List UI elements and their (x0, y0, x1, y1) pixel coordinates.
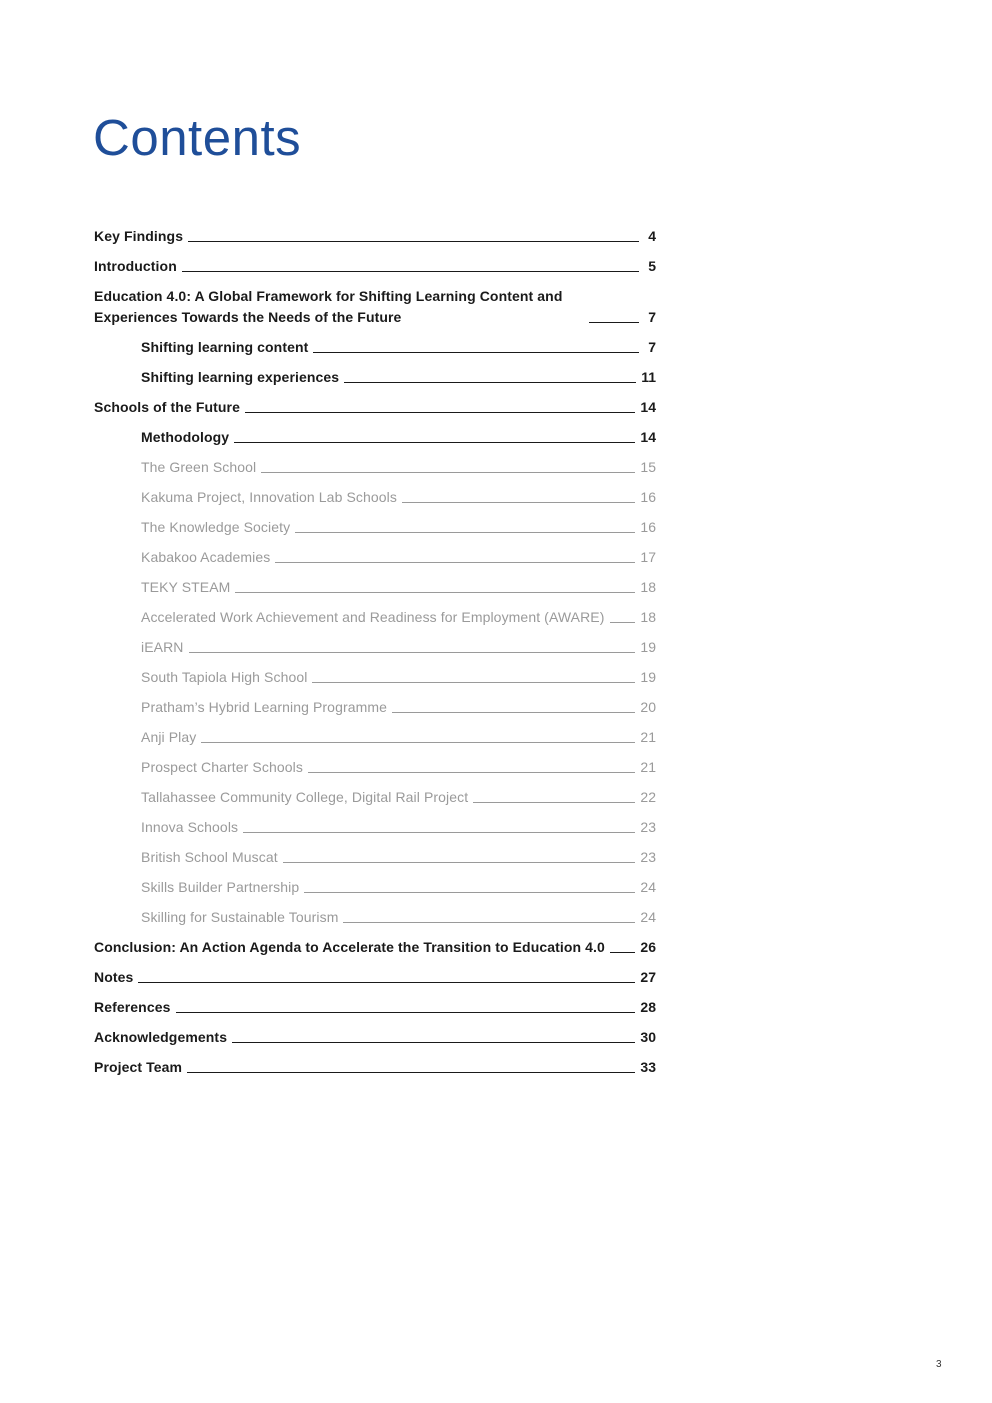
toc-entry-page-number: 33 (640, 1059, 656, 1075)
toc-entry[interactable] (94, 1027, 656, 1048)
toc-entry[interactable] (94, 967, 656, 988)
toc-entry[interactable] (94, 697, 656, 718)
toc-entry[interactable] (94, 787, 656, 808)
toc-entry[interactable] (94, 577, 656, 598)
toc-entry-page-number: 23 (640, 849, 656, 865)
toc-leader-line (589, 322, 639, 323)
toc-entry[interactable] (94, 907, 656, 928)
toc-leader-line (138, 982, 635, 983)
toc-entry-page-number: 27 (640, 969, 656, 985)
toc-entry-label: Schools of the Future (94, 399, 240, 415)
toc-entry-label: Kakuma Project, Innovation Lab Schools (141, 489, 397, 505)
toc-leader-line (610, 952, 635, 953)
toc-entry[interactable] (94, 517, 656, 538)
toc-leader-line (188, 241, 639, 242)
toc-entry-page-number: 20 (640, 699, 656, 715)
toc-leader-line (243, 832, 635, 833)
toc-entry-label: Pratham’s Hybrid Learning Programme (141, 699, 388, 715)
toc-entry-page-number: 7 (648, 339, 656, 355)
toc-entry[interactable] (94, 997, 656, 1018)
toc-leader-line (392, 712, 635, 713)
toc-entry[interactable] (94, 367, 656, 388)
toc-leader-line (261, 472, 635, 473)
toc-entry-page-number: 24 (640, 909, 656, 925)
toc-leader-line (473, 802, 635, 803)
toc-entry-label: TEKY STEAM (141, 579, 231, 595)
toc-entry-page-number: 22 (640, 789, 656, 805)
toc-entry[interactable] (94, 937, 656, 958)
toc-entry-page-number: 24 (640, 879, 656, 895)
toc-entry-page-number: 19 (640, 639, 656, 655)
toc-entry-label: Kabakoo Academies (141, 549, 271, 565)
toc-leader-line (343, 922, 635, 923)
toc-entry[interactable] (94, 637, 656, 658)
toc-entry-page-number: 30 (640, 1029, 656, 1045)
toc-entry-label: Key Findings (94, 228, 184, 244)
toc-entry-page-number: 11 (641, 369, 656, 385)
toc-leader-line (275, 562, 635, 563)
toc-leader-line (176, 1012, 636, 1013)
toc-entry-label: Conclusion: An Action Agenda to Accelerate the Transition to Education 4.0 (94, 939, 605, 955)
toc-entry-label: Accelerated Work Achievement and Readiness for Employment (AWARE) (141, 609, 605, 625)
toc-entry-label: Methodology (141, 429, 230, 445)
toc-leader-line (201, 742, 635, 743)
toc-entry-label: Introduction (94, 258, 177, 274)
toc-entry-page-number: 14 (640, 399, 656, 415)
toc-entry-label: British School Muscat (141, 849, 278, 865)
toc-entry-page-number: 15 (640, 459, 656, 475)
toc-entry[interactable] (94, 457, 656, 478)
toc-entry[interactable] (94, 757, 656, 778)
toc-entry-label: Tallahassee Community College, Digital Rail Project (141, 789, 469, 805)
toc-entry-page-number: 21 (640, 759, 656, 775)
toc-entry[interactable] (94, 286, 656, 328)
toc-leader-line (245, 412, 635, 413)
toc-entry-page-number: 14 (640, 429, 656, 445)
toc-entry[interactable] (94, 1057, 656, 1078)
toc-entry-label: Prospect Charter Schools (141, 759, 303, 775)
toc-entry[interactable] (94, 427, 656, 448)
toc-leader-line (182, 271, 639, 272)
toc-entry-label: The Green School (141, 459, 257, 475)
page-number: 3 (936, 1359, 942, 1370)
toc-entry-label: iEARN (141, 639, 184, 655)
toc-entry-label: Shifting learning content (141, 339, 309, 355)
toc-entry-label: Skills Builder Partnership (141, 879, 300, 895)
toc-leader-line (313, 352, 639, 353)
toc-leader-line (232, 1042, 635, 1043)
toc-entry-page-number: 26 (640, 939, 656, 955)
toc-entry-page-number: 19 (640, 669, 656, 685)
toc-entry-page-number: 16 (640, 519, 656, 535)
toc-entry-label: References (94, 999, 171, 1015)
toc-entry[interactable] (94, 667, 656, 688)
toc-entry-label: Skilling for Sustainable Tourism (141, 909, 339, 925)
toc-entry[interactable] (94, 607, 656, 628)
toc-leader-line (402, 502, 635, 503)
toc-leader-line (189, 652, 636, 653)
toc-entry[interactable] (94, 337, 656, 358)
toc-entry[interactable] (94, 547, 656, 568)
toc-entry-page-number: 5 (648, 258, 656, 274)
toc-entry[interactable] (94, 226, 656, 247)
toc-entry-page-number: 17 (640, 549, 656, 565)
toc-entry-page-number: 7 (648, 309, 656, 325)
toc-entry[interactable] (94, 817, 656, 838)
toc-entry[interactable] (94, 397, 656, 418)
toc-entry-label: Notes (94, 969, 134, 985)
toc-entry-page-number: 28 (640, 999, 656, 1015)
toc-entry-page-number: 18 (640, 579, 656, 595)
toc-leader-line (187, 1072, 635, 1073)
toc-entry[interactable] (94, 487, 656, 508)
toc-entry-label: Shifting learning experiences (141, 369, 340, 385)
toc-entry[interactable] (94, 727, 656, 748)
toc-leader-line (312, 682, 635, 683)
toc-entry[interactable] (94, 847, 656, 868)
toc-entry-page-number: 4 (648, 228, 656, 244)
toc-leader-line (308, 772, 636, 773)
toc-leader-line (295, 532, 635, 533)
toc-entry-page-number: 21 (640, 729, 656, 745)
toc-entry-label: South Tapiola High School (141, 669, 308, 685)
toc-entry-label: Project Team (94, 1059, 183, 1075)
toc-entry-label: The Knowledge Society (141, 519, 291, 535)
table-of-contents (94, 226, 656, 1087)
toc-entry[interactable] (94, 877, 656, 898)
toc-entry-label: Innova Schools (141, 819, 239, 835)
toc-leader-line (234, 442, 635, 443)
toc-entry-page-number: 23 (640, 819, 656, 835)
page-title: Contents (93, 109, 302, 166)
toc-entry-label: Anji Play (141, 729, 197, 745)
toc-leader-line (610, 622, 636, 623)
toc-entry-page-number: 16 (640, 489, 656, 505)
toc-leader-line (235, 592, 635, 593)
toc-leader-line (283, 862, 636, 863)
toc-leader-line (344, 382, 636, 383)
toc-entry-label: Acknowledgements (94, 1029, 228, 1045)
toc-leader-line (304, 892, 635, 893)
toc-entry-page-number: 18 (640, 609, 656, 625)
toc-entry[interactable] (94, 256, 656, 277)
toc-entry-label: Education 4.0: A Global Framework for Shifting Learning Content and Experiences Towards the Needs of the Future (94, 288, 563, 325)
